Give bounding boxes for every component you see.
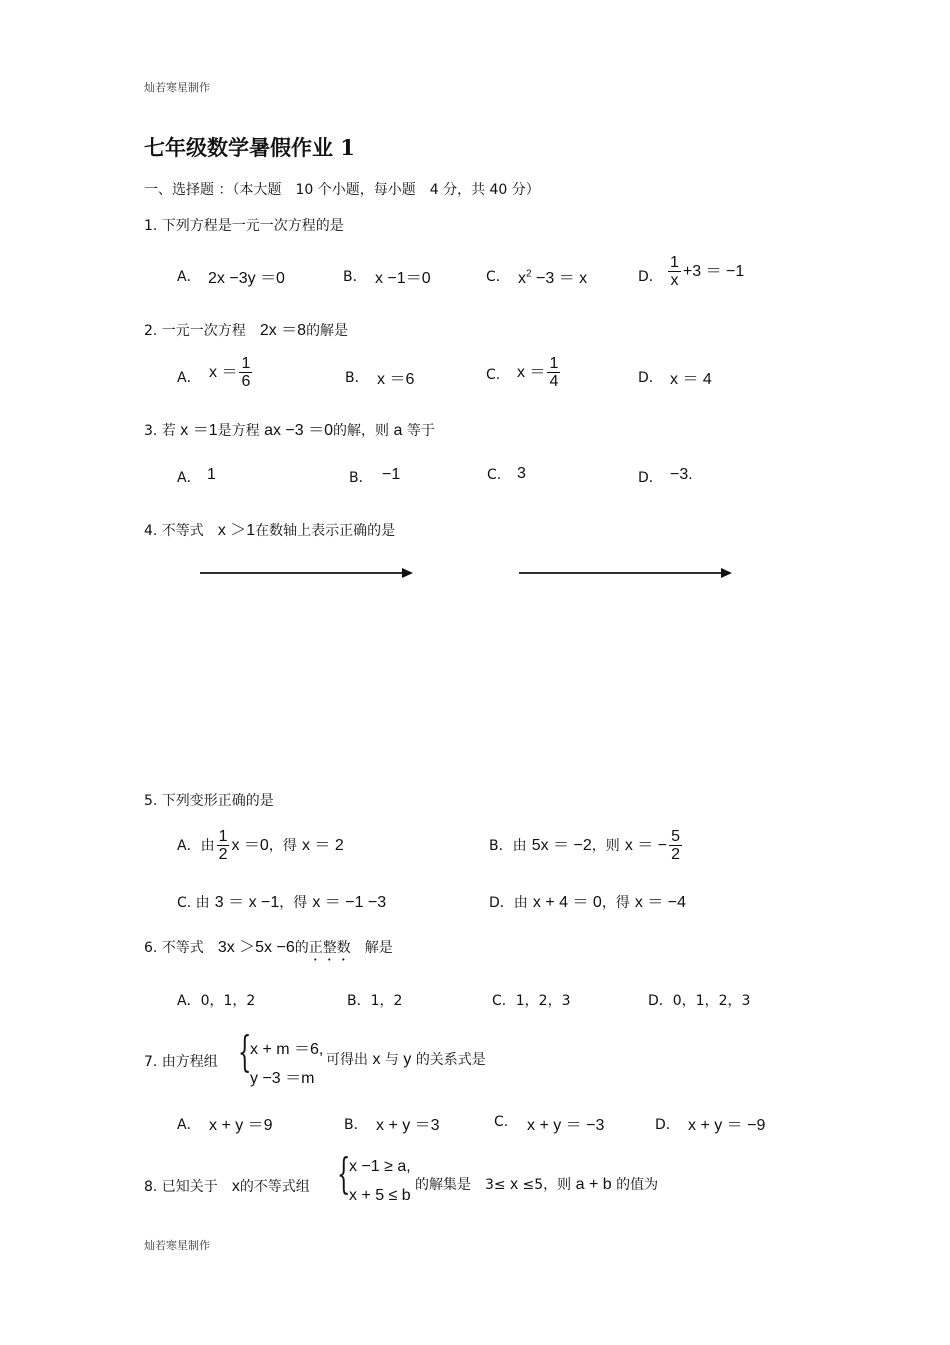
q1-option-c-label: C． — [486, 269, 510, 285]
q6-option-d: D．0，1，2，3 — [648, 993, 751, 1009]
q8-stem-prefix: 8. 已知关于 x的不等式组 — [144, 1178, 310, 1195]
q1-option-a: 2x −3y ＝0 — [208, 270, 285, 287]
q2-stem: 2. 一元一次方程 2x ＝8的解是 — [144, 322, 349, 339]
q2-option-b-label: B． — [345, 370, 369, 386]
q2-option-c-label: C. — [486, 367, 501, 383]
q7-system-eq2: y −3 ＝m — [250, 1070, 315, 1087]
number-line-b — [519, 568, 732, 578]
q3-stem: 3. 若 x ＝1是方程 ax −3 ＝0的解，则 a 等于 — [144, 422, 435, 439]
q2-option-a: x ＝ $\frac{1}{6}$ — [209, 355, 251, 390]
q6-option-b: B．1，2 — [347, 993, 403, 1009]
number-line-a — [200, 568, 413, 578]
emphasis-text: 正整数 — [308, 940, 351, 956]
q4-stem: 4. 不等式 x ＞1在数轴上表示正确的是 — [144, 522, 396, 539]
number-lines — [195, 565, 740, 581]
q1-option-c: $x^2 -3 = x$ — [518, 268, 588, 287]
q7-option-c-label: C. — [494, 1114, 509, 1130]
q7-option-a: x + y ＝9 — [209, 1117, 273, 1134]
q1-stem: 1. 下列方程是一元一次方程的是 — [144, 218, 344, 234]
q3-option-a-label: A． — [177, 470, 201, 486]
q1-option-d: $\frac{1}{x}$ +3 ＝ −1 — [670, 254, 745, 289]
q6-option-a: A．0，1，2 — [177, 993, 256, 1009]
page-header: 灿若寒星制作 — [144, 81, 210, 94]
q3-option-a: 1 — [207, 466, 216, 483]
q7-system-eq1: x + m ＝6, — [250, 1041, 324, 1058]
q3-option-c: 3 — [517, 465, 526, 482]
page-title: 七年级数学暑假作业 1 — [144, 135, 355, 160]
q7-option-b: x + y ＝3 — [376, 1117, 440, 1134]
q3-option-d: −3. — [670, 466, 693, 483]
q8-system-ineq1: x −1 ≥ a, — [349, 1158, 411, 1175]
q3-option-d-label: D． — [638, 470, 663, 486]
q1-option-d-label: D． — [638, 269, 663, 285]
q8-stem-suffix: 的解集是 3≤ x ≤5，则 a + b 的值为 — [415, 1176, 659, 1193]
q2-option-b: x ＝6 — [377, 371, 415, 388]
q7-option-d: x + y ＝ −9 — [688, 1117, 766, 1134]
q1-option-b-label: B． — [343, 269, 367, 285]
q5-option-a: A．由 $\frac{1}{2}$ x ＝0，得 x ＝ 2 — [177, 828, 344, 863]
q5-option-d: D．由 x + 4 ＝ 0，得 x ＝ −4 — [489, 894, 687, 911]
q3-option-b: −1 — [382, 466, 401, 483]
q3-option-c-label: C. — [487, 467, 502, 483]
q7-stem-suffix: 可得出 x 与 y 的关系式是 — [326, 1051, 486, 1068]
q7-option-d-label: D． — [655, 1117, 680, 1133]
q6-option-c: C．1，2，3 — [492, 993, 571, 1009]
q1-option-a-label: A． — [177, 269, 201, 285]
q2-option-d: x ＝ 4 — [670, 371, 712, 388]
q6-stem: 6. 不等式 3x ＞5x −6的正整数 解是 — [144, 939, 393, 956]
brace-icon: { — [337, 1149, 351, 1198]
q7-stem-prefix: 7. 由方程组 — [144, 1054, 218, 1070]
page-footer: 灿若寒星制作 — [144, 1239, 210, 1252]
brace-icon: { — [238, 1027, 252, 1076]
q7-option-b-label: B． — [344, 1117, 368, 1133]
q2-option-a-label: A． — [177, 370, 201, 386]
q3-option-b-label: B． — [349, 470, 373, 486]
q5-option-c: C. 由 3 ＝ x −1，得 x ＝ −1 −3 — [177, 894, 387, 911]
q7-option-c: x + y ＝ −3 — [527, 1117, 605, 1134]
section-heading: 一、选择题 ：（本大题 10 个小题，每小题 4 分，共 40 分） — [144, 182, 540, 198]
q5-option-b: B．由 5x ＝ −2，则 x ＝ − $\frac{5}{2}$ — [489, 828, 680, 863]
fraction: $\frac{1}{x}$ — [670, 254, 679, 289]
q1-option-b: x −1＝0 — [375, 270, 431, 287]
q2-option-d-label: D． — [638, 370, 663, 386]
q2-option-c: x ＝ $\frac{1}{4}$ — [517, 355, 559, 390]
q8-system-ineq2: x + 5 ≤ b — [349, 1187, 411, 1204]
q7-option-a-label: A． — [177, 1117, 201, 1133]
q5-stem: 5. 下列变形正确的是 — [144, 793, 274, 809]
